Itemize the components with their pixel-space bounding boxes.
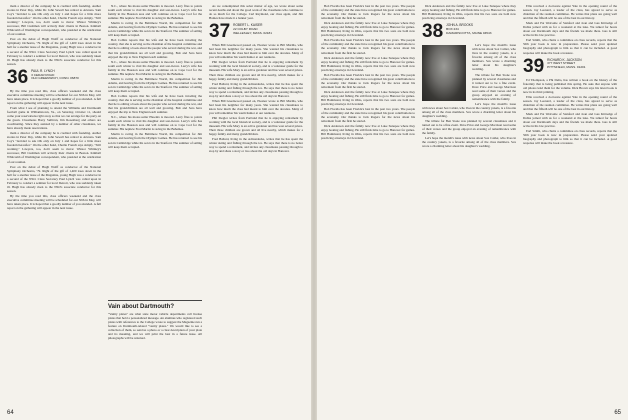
sidebar-title: Vain about Dartmouth? <box>108 304 174 310</box>
left-column-1 <box>7 4 101 211</box>
body-paragraph: Fred Ballard, living in the Adirondacks, writes that he has spent the winter skiing and fishing through the ice. He says that there is no better way to spend a retirement, and invites any classmates passing through to stop by and share a story or two about the old days in Hanover. <box>209 81 303 98</box>
class-year-number: 36 <box>7 66 29 88</box>
body-paragraph: From what I see of planning to attend the Williams and Dartmouth football game in Williamstown, Va., on Saturday, October 11, should come your reservations right away so that we can arrange for the party on the green. Classmates Barry Sullivan, Jim Rosenberg and others are coordinating. Since they assisted by a number of other classmates, we have already made reservations. <box>7 105 101 131</box>
body-paragraph: By the time you read this, class officers weekend and the class executive committee meeting will be scheduled for our 50th in May, will have taken place. It is hoped that a goodly number of you attended. A full report on the gathering will appear in the next issue. <box>7 193 101 211</box>
page-number-right: 65 <box>614 410 621 416</box>
page-number-left: 64 <box>7 410 14 416</box>
body-paragraph: Ellie received a doctorate against Yale in the opening round of the season. Jay Leonard, a leader of the class, has agreed to serve as chairman of the reunion committee. He writes that plans are going well and that the fiftieth will be one of the best in our history. <box>523 94 617 111</box>
secretary-name: ROBERT L. KAISER <box>233 23 263 28</box>
body-paragraph: Earl Smith, who chairs a committee on class records, reports that the 50th year book is now in preparation. Please send your updated biography and photograph to him so that it can be included. A good response will make the book a treasure. <box>523 38 617 55</box>
body-paragraph: When Bill Greenwood passed on, Eleanor wrote to Bill Murtha, who had been his neighbor for many years. She wanted his classmates to know how much the class had meant to him over the decades. Many of you will remember his warm humor at our reunions. <box>209 43 303 60</box>
address-line: BOX 234 <box>446 26 459 31</box>
left-column-2 <box>108 4 202 296</box>
secretary-name: RICHARD K. JACKSON <box>547 57 582 62</box>
class-year-number: 39 <box>523 55 545 77</box>
body-paragraph: The tribute for Ben Stone was planned by several classmates and it turned out to be a fine event. Dave Price and George Morrison read some of their verses and the group enjoyed an evening of remembrance with the family. <box>472 72 516 101</box>
body-paragraph: When Bill Greenwood passed on, Eleanor wrote to Bill Murtha, who had been his neighbor for many years. She wanted his classmates to know how much the class had meant to him over the decades. Many of you will remember his warm humor at our reunions. <box>209 98 303 115</box>
body-paragraph: Martin is racing in the Baltimore World, his competition for Jim Adams, and leaving from the Olympic Games. He has returned to see his son in Cambridge while his son is in the Stanford. The summer of sailing will keep them occupied. <box>108 132 202 149</box>
body-paragraph: Earl Smith, who chairs a committee on class records, reports that the 50th year book is now in preparation. Please send your updated biography and photograph to him so that it can be included. A good response will make the book a treasure. <box>523 129 617 146</box>
body-paragraph: Let's hope the month's issue with news about Sox Calder, who lives in the country yokels, is a favorite among all of the class members. Sox wrote a charming letter about his daughter's wedding. <box>422 101 516 118</box>
body-paragraph: Dick Anderson and the family now live at Lake Sunapee where they enjoy boating and fishing. He still finds time to go to Hanover for games. Bill Hammond, living in Ohio, reports that his two sons are both now practicing attorneys in Cleveland. <box>321 55 415 72</box>
body-paragraph: Bob Collins reports that his wife and he have been traveling the country, that she is serving as the chairman of the hospital committee and that he is editing a book about the people who served during the war, and that his grandchildren are all well and growing. Bob and Sara have enjoyed the trip to New England each summer. <box>108 93 202 115</box>
body-paragraph: Mark and Pat Welcome of Stanford and Joan and Gus Kittredge of Dallas joined with us for a weekend at the lake. We talked for hours about our Dartmouth days and the friends we made there. Gus is still active in his law practice. <box>523 21 617 38</box>
body-paragraph: Post on the debut of Hugh Wolff as conductor of the National Symphony Orchestra, '79. Right of the gift of 1,400 trees down in the hall for a another issue of the Magazine, young Hugh was a conductor in a second of the NSO. Class Secretary Paul Lynch was called upon in February to conduct a seminar for local Detroit, who was suddenly taken ill. Hugh has already risen to the NSO's associate conductor for this season. <box>7 164 101 193</box>
secretary-address <box>547 58 585 70</box>
body-paragraph: Bob Florida has been Florida's best in the past two years. The people of the community and the state have recognized his great contributions to the economy. Our thanks to Jack Rogers for the news about his retirement from the firm he started. <box>321 72 415 89</box>
class-year-number: 37 <box>209 21 231 43</box>
body-paragraph: main a director of the company he is credited with founding. Author stories in Peter Day, while Dr. John Sewell has retired to Arizona. Sam Coy's "decided to ask OK only on July 1 and hopes for a little more freedom hereafter." On the other hand, Charlie French says simply, "Still working." Lawyers, too, don't seem to move: Winsor Whitney's successor, Bill Cushman will actively their clients in Boston. Kimball Whitcomb of Washington correspondent, who presided at the celebration of our reunion. <box>7 4 101 37</box>
class-year-heading <box>209 21 303 43</box>
body-paragraph: main a director of the company he is credited with founding. Author stories in Peter Day, while Dr. John Sewell has retired to Arizona. Sam Coy's "decided to ask OK only on July 1 and hopes for a little more freedom hereafter." On the other hand, Charlie French says simply, "Still working." Lawyers, too, don't seem to move: Winsor Whitney's successor, Bill Cushman will actively their clients in Boston. Kimball Whitcomb of Washington correspondent, who presided at the celebration of our reunion. <box>7 131 101 164</box>
secretary-address <box>31 69 79 81</box>
body-paragraph: The tribute for Ben Stone was planned by several classmates and it turned out to be a fine event. Dave Price and George Morrison read some of their verses and the group enjoyed an evening of remembrance with the family. <box>422 119 516 136</box>
address-line: 3 CEDAR ROAD <box>31 72 55 77</box>
sidebar-body: "Vanity plates" are what state motor vehicle departments call license plates that hold a personalized message. An alumnus who registered such plates with references to the College wrote to suggest the Magazine run a feature on Dartmouth-related "vanity plates." We would like to see a collection of them, so send us a photo or a clear description of your plate and its meaning, and we will print the best in a future issue. All photographs will be returned. <box>108 312 202 341</box>
body-paragraph: Let's hope the month's issue with news about Sox Calder, who lives in the country yokels, is a favorite among all of the class members. Sox wrote a charming letter about his daughter's wedding. <box>472 43 516 72</box>
body-paragraph: Post on the debut of Hugh Wolff as conductor of the National Symphony Orchestra, '79. Right of the gift of 1,400 trees down in the hall for a another issue of the Magazine, young Hugh was a conductor in a second of the NSO. Class Secretary Paul Lynch was called upon in February to conduct a seminar for local Detroit, who was suddenly taken ill. Hugh has already risen to the NSO's associate conductor for this season. <box>7 37 101 66</box>
right-column-1 <box>321 4 415 142</box>
body-paragraph: N.C., where his motor-sailer Phoenix is moored. Larry flies to points south each winter to visit his daughter and son-in-law. Larry's wife has family in the Houston area and will continue on to Cape Cod for the summer. His nephew Fred Martin is racing in the Bahamas. <box>108 59 202 76</box>
body-paragraph: Dick Anderson and the family now live at Lake Sunapee where they enjoy boating and fishing. He still finds time to go to Hanover for games. Bill Hammond, living in Ohio, reports that his two sons are both now practicing attorneys in Cleveland. <box>422 4 516 21</box>
vanity-plates-sidebar <box>108 300 202 340</box>
body-paragraph: Martin is racing in the Baltimore World, his competition for Jim Adams, and leaving from the Olympic Games. He has returned to see his son in Cambridge while his son is in the Stanford. The summer of sailing will keep them occupied. <box>108 21 202 38</box>
class-year-number: 38 <box>422 21 444 43</box>
left-page <box>0 0 312 420</box>
address-city: WELLESLEY, MASS. 02181 <box>233 30 272 35</box>
body-paragraph: Ed Thompson, a Phi Delta, has written a book on the history of the fraternity that is being published this spring. He asks that anyone with old photos lend them for the volume. Dick Brown says his latest book is now in its third printing. <box>523 77 617 94</box>
class-year-heading <box>7 66 101 88</box>
secretary-name: JOHN A. BROOKS <box>446 23 474 28</box>
body-paragraph: Martin is racing in the Baltimore World, his competition for Jim Adams, and leaving from the Olympic Games. He has returned to see his son in Cambridge while his son is in the Stanford. The summer of sailing will keep them occupied. <box>108 76 202 93</box>
address-line: 377 WEST STREET <box>547 61 576 66</box>
body-paragraph: Bob Florida has been Florida's best in the past two years. The people of the community and the state have recognized his great contributions to the economy. Our thanks to Jack Rogers for the news about his retirement from the firm he started. <box>321 107 415 124</box>
secretary-address <box>233 23 272 35</box>
body-paragraph: Phil Ziegler writes from Portland that he is enjoying retirement by working with the local historical society, and is a volunteer guide for the museum. His wife Mary is an active gardener and has won several prizes. Their three children are grown and all live nearby, which makes for a happy family and many grandchildren. <box>209 115 303 137</box>
address-city: OLD GREENWICH, CONN. 06870 <box>31 76 79 81</box>
body-paragraph: As we contemplated this sober matter of age, we wrote about some recent deaths and about the good work of the classmates who continue to do so much for the College. Carl Raymond, our class agent, and Jim Haines have made it a banner year. <box>209 4 303 21</box>
body-paragraph: Bob Collins reports that his wife and he have been traveling the country, that she is serving as the chairman of the hospital committee and that he is editing a book about the people who served during the war, and that his grandchildren are all well and growing. Bob and Sara have enjoyed the trip to New England each summer. <box>108 38 202 59</box>
address-city: PITTSFIELD, MASS. 01201 <box>547 65 586 70</box>
body-paragraph: Bob Florida has been Florida's best in the past two years. The people of the community and the state have recognized his great contributions to the economy. Our thanks to Jack Rogers for the news about his retirement from the firm he started. <box>321 38 415 55</box>
class-secretary-photo <box>422 45 466 101</box>
body-paragraph: Ellie received a doctorate against Yale in the opening round of the season. Jay Leonard, a leader of the class, has agreed to serve as chairman of the reunion committee. He writes that plans are going well and that the fiftieth will be one of the best in our history. <box>523 4 617 21</box>
left-column-3 <box>209 4 303 154</box>
address-city: DAMARISCOTTA, MAINE 04543 <box>446 30 492 35</box>
body-paragraph: By the time you read this, class officers weekend and the class executive committee meeting will be scheduled for our 50th in May, will have taken place. It is hoped that a goodly number of you attended. A full report on the gathering will appear in the next issue. <box>7 88 101 105</box>
secretary-name: PAUL R. LYNCH <box>31 68 55 73</box>
class-year-heading <box>422 21 516 43</box>
body-paragraph: N.C., where his motor-sailer Phoenix is moored. Larry flies to points south each winter to visit his daughter and son-in-law. Larry's wife has family in the Houston area and will continue on to Cape Cod for the summer. His nephew Fred Martin is racing in the Bahamas. <box>108 115 202 132</box>
body-paragraph: Mark and Pat Welcome of Stanford and Joan and Gus Kittredge of Dallas joined with us for a weekend at the lake. We talked for hours about our Dartmouth days and the friends we made there. Gus is still active in his law practice. <box>523 111 617 129</box>
right-column-3 <box>523 4 617 146</box>
body-paragraph: Bob Florida has been Florida's best in the past two years. The people of the community and the state have recognized his great contributions to the economy. Our thanks to Jack Rogers for the news about his retirement from the firm he started. <box>321 4 415 21</box>
class-year-heading <box>523 55 617 77</box>
body-paragraph: Fred Ballard, living in the Adirondacks, writes that he has spent the winter skiing and fishing through the ice. He says that there is no better way to spend a retirement, and invites any classmates passing through to stop by and share a story or two about the old days in Hanover. <box>209 137 303 154</box>
address-line: 22 COLBY ROAD <box>233 26 258 31</box>
body-paragraph: Dick Anderson and the family now live at Lake Sunapee where they enjoy boating and fishing. He still finds time to go to Hanover for games. Bill Hammond, living in Ohio, reports that his two sons are both now practicing attorneys in Cleveland. <box>321 124 415 141</box>
body-paragraph: N.C., where his motor-sailer Phoenix is moored. Larry flies to points south each winter to visit his daughter and son-in-law. Larry's wife has family in the Houston area and will continue on to Cape Cod for the summer. His nephew Fred Martin is racing in the Bahamas. <box>108 4 202 21</box>
body-paragraph: Dick Anderson and the family now live at Lake Sunapee where they enjoy boating and fishing. He still finds time to go to Hanover for games. Bill Hammond, living in Ohio, reports that his two sons are both now practicing attorneys in Cleveland. <box>321 21 415 38</box>
right-page <box>316 0 628 420</box>
right-column-2 <box>422 4 516 149</box>
body-paragraph: Let's hope the month's issue with news about Sox Calder, who lives in the country yokels, is a favorite among all of the class members. Sox wrote a charming letter about his daughter's wedding. <box>422 136 516 149</box>
secretary-address <box>446 23 491 35</box>
body-paragraph: Dick Anderson and the family now live at Lake Sunapee where they enjoy boating and fishing. He still finds time to go to Hanover for games. Bill Hammond, living in Ohio, reports that his two sons are both now practicing attorneys in Cleveland. <box>321 89 415 107</box>
body-paragraph: Phil Ziegler writes from Portland that he is enjoying retirement by working with the local historical society, and is a volunteer guide for the museum. His wife Mary is an active gardener and has won several prizes. Their three children are grown and all live nearby, which makes for a happy family and many grandchildren. <box>209 60 303 81</box>
